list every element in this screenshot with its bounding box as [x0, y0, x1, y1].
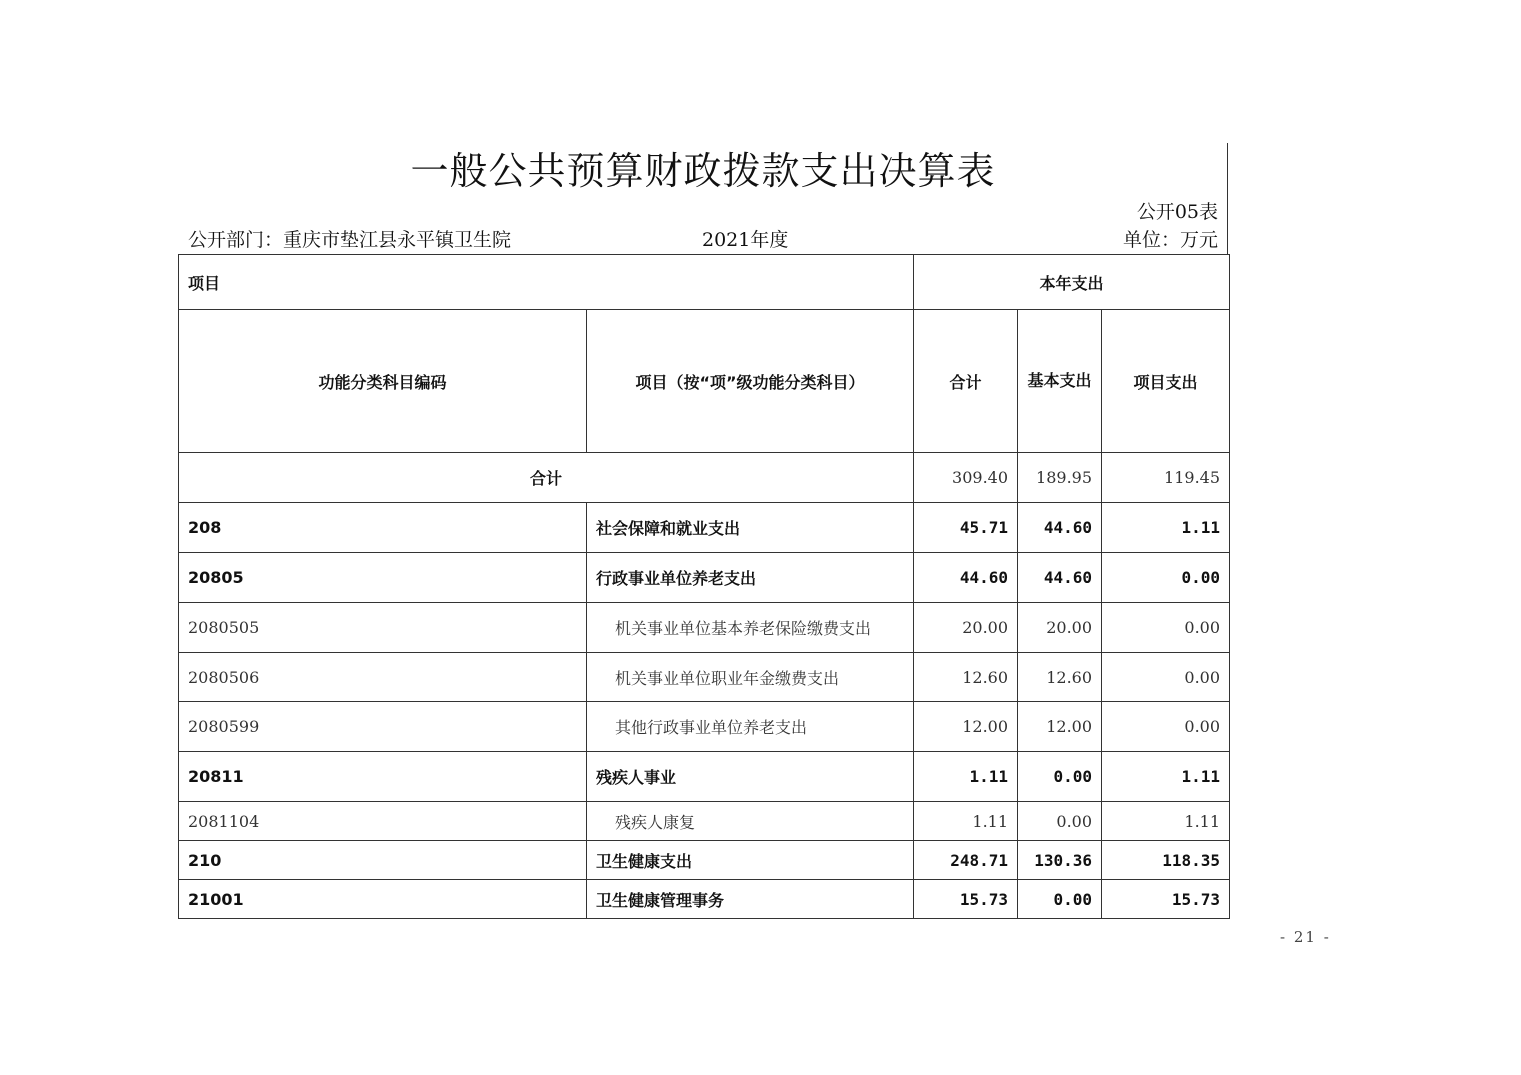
row-basic: 44.60: [1018, 503, 1102, 553]
header-row-top: [179, 255, 1230, 310]
header-code: 功能分类科目编码: [179, 310, 587, 453]
table-row: [179, 802, 1230, 841]
header-row-sub: [179, 310, 1230, 453]
page-title: 一般公共预算财政拨款支出决算表: [410, 149, 996, 193]
row-basic: 0.00: [1018, 752, 1102, 802]
row-basic: 12.00: [1018, 702, 1102, 752]
page-number: - 21 -: [1280, 928, 1331, 946]
row-basic: 44.60: [1018, 553, 1102, 603]
row-name: 其他行政事业单位养老支出: [587, 702, 914, 752]
row-code: 210: [179, 841, 587, 880]
header-item-name: 项目（按“项”级功能分类科目）: [587, 310, 914, 453]
header-this-year: 本年支出: [914, 255, 1230, 310]
row-name: 卫生健康支出: [587, 841, 914, 880]
row-code: 208: [179, 503, 587, 553]
total-project: 119.45: [1102, 453, 1230, 503]
row-project: 0.00: [1102, 553, 1230, 603]
row-name: 卫生健康管理事务: [587, 880, 914, 919]
row-basic: 130.36: [1018, 841, 1102, 880]
table-row: [179, 653, 1230, 702]
total-total: 309.40: [914, 453, 1018, 503]
row-name: 机关事业单位职业年金缴费支出: [587, 653, 914, 702]
row-total: 12.60: [914, 653, 1018, 702]
row-total: 12.00: [914, 702, 1018, 752]
row-project: 0.00: [1102, 603, 1230, 653]
row-code: 2080505: [179, 603, 587, 653]
row-project: 1.11: [1102, 503, 1230, 553]
row-name: 社会保障和就业支出: [587, 503, 914, 553]
row-basic: 0.00: [1018, 880, 1102, 919]
table-row: [179, 841, 1230, 880]
total-label: 合计: [179, 453, 914, 503]
budget-table: [178, 254, 1230, 919]
row-total: 1.11: [914, 802, 1018, 841]
table-row: [179, 553, 1230, 603]
header-project-exp: 项目支出: [1102, 310, 1230, 453]
total-row: [179, 453, 1230, 503]
table-row: [179, 603, 1230, 653]
row-name: 残疾人事业: [587, 752, 914, 802]
row-project: 118.35: [1102, 841, 1230, 880]
row-code: 20805: [179, 553, 587, 603]
row-basic: 12.60: [1018, 653, 1102, 702]
row-total: 45.71: [914, 503, 1018, 553]
row-name: 行政事业单位养老支出: [587, 553, 914, 603]
row-name: 残疾人康复: [587, 802, 914, 841]
form-number: 公开05表: [1136, 201, 1218, 223]
row-total: 15.73: [914, 880, 1018, 919]
header-project: 项目: [179, 255, 914, 310]
row-project: 0.00: [1102, 702, 1230, 752]
row-project: 0.00: [1102, 653, 1230, 702]
table-row: [179, 503, 1230, 553]
row-total: 20.00: [914, 603, 1018, 653]
row-code: 2080506: [179, 653, 587, 702]
table-row: [179, 702, 1230, 752]
row-total: 248.71: [914, 841, 1018, 880]
header-basic: 基本支出: [1018, 310, 1102, 453]
header-total: 合计: [914, 310, 1018, 453]
fiscal-year: 2021年度: [702, 229, 789, 251]
row-project: 1.11: [1102, 752, 1230, 802]
margin-line: [1227, 143, 1228, 255]
row-code: 20811: [179, 752, 587, 802]
table-row: [179, 752, 1230, 802]
row-project: 15.73: [1102, 880, 1230, 919]
row-total: 44.60: [914, 553, 1018, 603]
row-name: 机关事业单位基本养老保险缴费支出: [587, 603, 914, 653]
row-basic: 0.00: [1018, 802, 1102, 841]
table-row: [179, 880, 1230, 919]
row-code: 21001: [179, 880, 587, 919]
total-basic: 189.95: [1018, 453, 1102, 503]
row-code: 2080599: [179, 702, 587, 752]
department-label: 公开部门：重庆市垫江县永平镇卫生院: [188, 229, 512, 251]
row-total: 1.11: [914, 752, 1018, 802]
row-basic: 20.00: [1018, 603, 1102, 653]
row-code: 2081104: [179, 802, 587, 841]
unit-label: 单位：万元: [1122, 229, 1218, 251]
row-project: 1.11: [1102, 802, 1230, 841]
